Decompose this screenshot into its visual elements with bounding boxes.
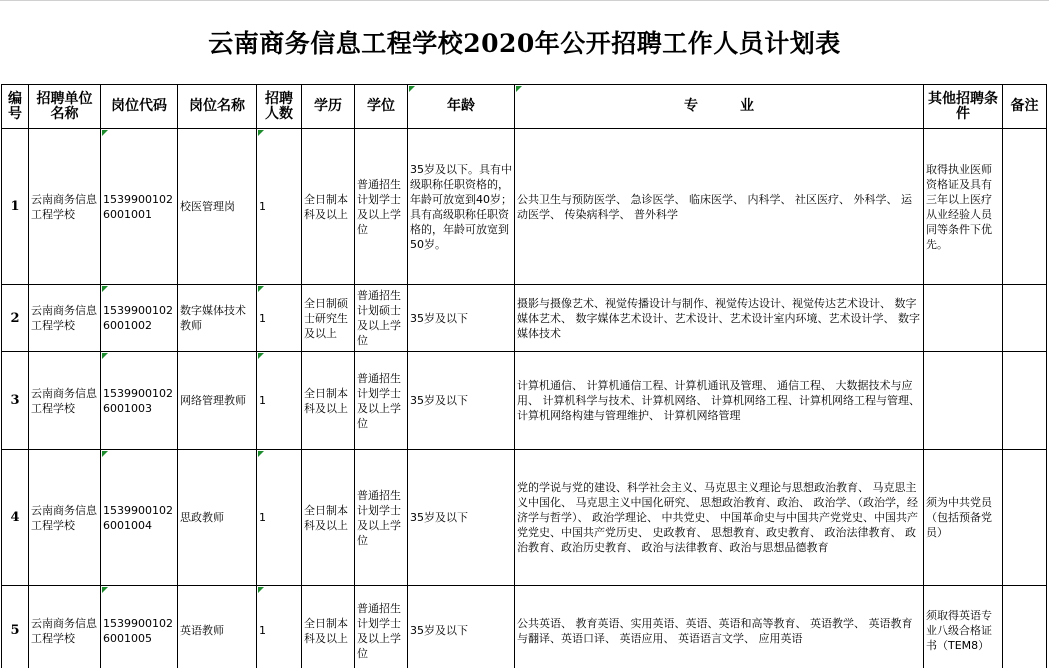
cell-warning-marker — [102, 130, 108, 136]
cell-warning-marker — [516, 86, 522, 92]
cell-other[interactable]: 取得执业医师资格证及具有三年以上医疗从业经验人员同等条件下优先。 — [924, 129, 1003, 285]
cell-remark[interactable] — [1003, 450, 1047, 586]
cell-no[interactable]: 4 — [2, 450, 29, 586]
header-row — [2, 85, 1047, 129]
cell-warning-marker — [102, 286, 108, 292]
cell-education[interactable]: 全日制本科及以上 — [302, 129, 355, 285]
cell-no[interactable]: 2 — [2, 285, 29, 352]
cell-remark[interactable] — [1003, 129, 1047, 285]
cell-unit[interactable]: 云南商务信息工程学校 — [29, 450, 101, 586]
header-position[interactable]: 岗位名称 — [178, 85, 257, 129]
cell-education[interactable]: 全日制硕士研究生及以上 — [302, 285, 355, 352]
header-major[interactable]: 专 业 — [515, 85, 924, 129]
header-unit[interactable]: 招聘单位名称 — [29, 85, 101, 129]
cell-remark[interactable] — [1003, 352, 1047, 450]
cell-code[interactable]: 15399001026001002 — [101, 285, 178, 352]
table-row — [2, 450, 1047, 586]
cell-warning-marker — [102, 587, 108, 593]
cell-count[interactable]: 1 — [257, 285, 302, 352]
table-row — [2, 586, 1047, 668]
cell-position[interactable]: 数字媒体技术教师 — [178, 285, 257, 352]
cell-code[interactable]: 15399001026001001 — [101, 129, 178, 285]
cell-remark[interactable] — [1003, 285, 1047, 352]
cell-age[interactable]: 35岁及以下。具有中级职称任职资格的，年龄可放宽到40岁；具有高级职称任职资格的，年龄可放宽到50岁。 — [408, 129, 515, 285]
header-other[interactable]: 其他招聘条件 — [924, 85, 1003, 129]
cell-other[interactable] — [924, 352, 1003, 450]
header-degree[interactable]: 学位 — [355, 85, 408, 129]
cell-age[interactable]: 35岁及以下 — [408, 450, 515, 586]
cell-degree[interactable]: 普通招生计划学士及以上学位 — [355, 586, 408, 668]
cell-warning-marker — [409, 86, 415, 92]
cell-other[interactable] — [924, 285, 1003, 352]
header-count[interactable]: 招聘人数 — [257, 85, 302, 129]
table-row — [2, 129, 1047, 285]
cell-age[interactable]: 35岁及以下 — [408, 352, 515, 450]
cell-degree[interactable]: 普通招生计划学士及以上学位 — [355, 450, 408, 586]
cell-degree[interactable]: 普通招生计划学士及以上学位 — [355, 129, 408, 285]
header-age[interactable]: 年龄 — [408, 85, 515, 129]
cell-degree[interactable]: 普通招生计划学士及以上学位 — [355, 352, 408, 450]
cell-count[interactable]: 1 — [257, 586, 302, 668]
header-code[interactable]: 岗位代码 — [101, 85, 178, 129]
cell-warning-marker — [102, 451, 108, 457]
cell-code[interactable]: 15399001026001003 — [101, 352, 178, 450]
cell-code[interactable]: 15399001026001005 — [101, 586, 178, 668]
cell-unit[interactable]: 云南商务信息工程学校 — [29, 285, 101, 352]
cell-age[interactable]: 35岁及以下 — [408, 586, 515, 668]
cell-warning-marker — [258, 451, 264, 457]
cell-no[interactable]: 3 — [2, 352, 29, 450]
cell-warning-marker — [258, 286, 264, 292]
cell-major[interactable]: 公共英语、 教育英语、实用英语、英语、英语和高等教育、 英语教学、 英语教育与翻译、英语口译、 英语应用、 英语语言文学、 应用英语 — [515, 586, 924, 668]
cell-unit[interactable]: 云南商务信息工程学校 — [29, 352, 101, 450]
cell-major[interactable]: 摄影与摄像艺术、视觉传播设计与制作、视觉传达设计、视觉传达艺术设计、 数字媒体艺术、 数字媒体艺术设计、艺术设计、艺术设计室内环境、艺术设计学、 数字媒体技术 — [515, 285, 924, 352]
header-education[interactable]: 学历 — [302, 85, 355, 129]
cell-education[interactable]: 全日制本科及以上 — [302, 450, 355, 586]
cell-position[interactable]: 网络管理教师 — [178, 352, 257, 450]
cell-major[interactable]: 公共卫生与预防医学、 急诊医学、 临床医学、 内科学、 社区医疗、 外科学、 运动医学、 传染病科学、 普外科学 — [515, 129, 924, 285]
table-row — [2, 352, 1047, 450]
cell-count[interactable]: 1 — [257, 352, 302, 450]
header-no[interactable]: 编号 — [2, 85, 29, 129]
cell-count[interactable]: 1 — [257, 129, 302, 285]
cell-unit[interactable]: 云南商务信息工程学校 — [29, 129, 101, 285]
cell-other[interactable]: 须为中共党员（包括预备党员） — [924, 450, 1003, 586]
cell-count[interactable]: 1 — [257, 450, 302, 586]
cell-position[interactable]: 校医管理岗 — [178, 129, 257, 285]
cell-position[interactable]: 思政教师 — [178, 450, 257, 586]
cell-education[interactable]: 全日制本科及以上 — [302, 586, 355, 668]
cell-major[interactable]: 党的学说与党的建设、科学社会主义、马克思主义理论与思想政治教育、 马克思主义中国化、 马克思主义中国化研究、 思想政治教育、政治、 政治学、（政治学，经济学与哲学）、 政治学理论、 中共党史、 中国革命史与中国共产党党史、中国共产党党史、中国共产党历史、 史政教育、 思想教育、政史教育、 政治法律教育、 政治教育、政治历史教育、 政治与法律教育、政治与思想品德教育 — [515, 450, 924, 586]
cell-age[interactable]: 35岁及以下 — [408, 285, 515, 352]
cell-remark[interactable] — [1003, 586, 1047, 668]
recruitment-table — [1, 84, 1047, 668]
cell-warning-marker — [102, 353, 108, 359]
cell-warning-marker — [258, 353, 264, 359]
cell-warning-marker — [258, 587, 264, 593]
cell-position[interactable]: 英语教师 — [178, 586, 257, 668]
cell-code[interactable]: 15399001026001004 — [101, 450, 178, 586]
header-remark[interactable]: 备注 — [1003, 85, 1047, 129]
cell-other[interactable]: 须取得英语专业八级合格证书（TEM8） — [924, 586, 1003, 668]
page-title: 云南商务信息工程学校2020年公开招聘工作人员计划表 — [208, 29, 841, 58]
cell-no[interactable]: 1 — [2, 129, 29, 285]
cell-degree[interactable]: 普通招生计划硕士及以上学位 — [355, 285, 408, 352]
cell-major[interactable]: 计算机通信、 计算机通信工程、计算机通讯及管理、 通信工程、 大数据技术与应用、 计算机科学与技术、计算机网络、 计算机网络工程、计算机网络工程与管理、计算机网络构建与管理维护、 计算机网络管理 — [515, 352, 924, 450]
cell-education[interactable]: 全日制本科及以上 — [302, 352, 355, 450]
cell-no[interactable]: 5 — [2, 586, 29, 668]
cell-warning-marker — [258, 130, 264, 136]
cell-unit[interactable]: 云南商务信息工程学校 — [29, 586, 101, 668]
table-row — [2, 285, 1047, 352]
